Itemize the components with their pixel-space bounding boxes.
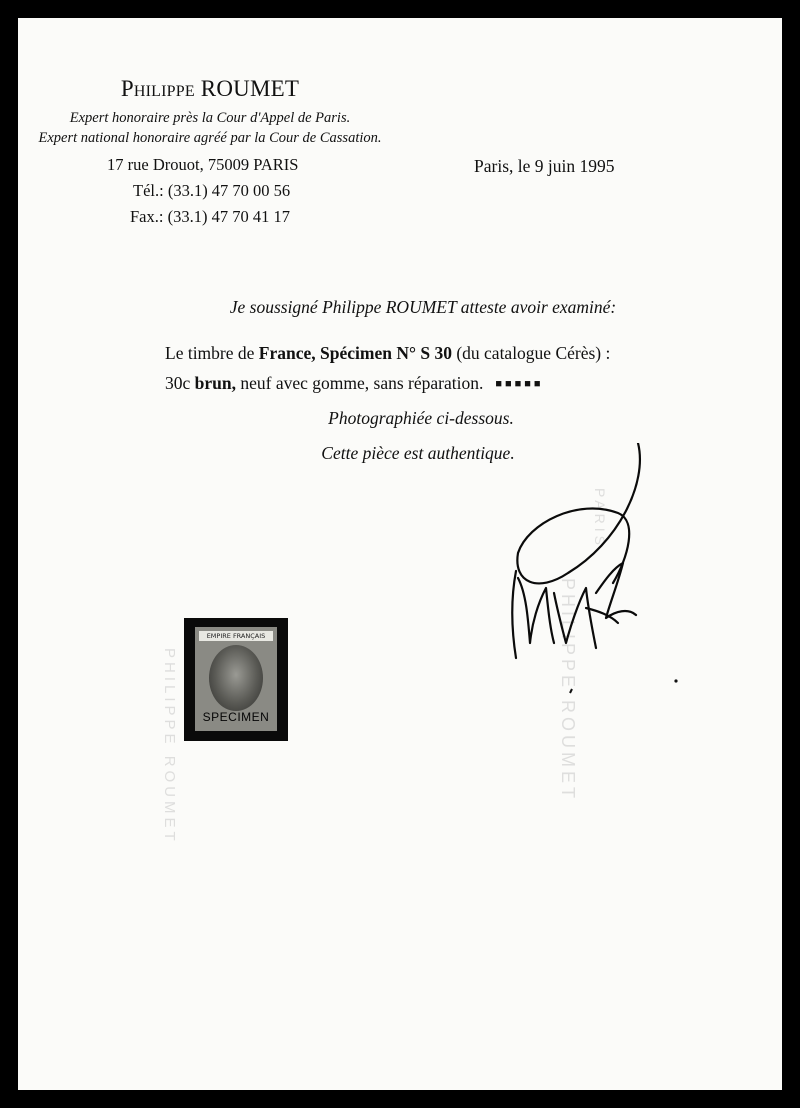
watermark-name: PHILIPPE ROUMET [558, 578, 578, 803]
expert-title-2: Expert national honoraire agréé par la Cour de Cassation. [38, 130, 382, 146]
attestation-intro: Je soussigné Philippe ROUMET atteste avoir examiné: [229, 297, 617, 317]
expert-phone: Tél.: (33.1) 47 70 00 56 [133, 181, 291, 200]
line2-text-a: 30c [165, 373, 195, 393]
signature-drawing [488, 443, 688, 698]
stamp-description-line-1 [165, 343, 610, 364]
certificate-date: Paris, le 9 juin 1995 [474, 156, 615, 176]
stamp-image [195, 627, 277, 731]
expert-title-1: Expert honoraire près la Cour d'Appel de Paris. [69, 110, 351, 126]
stamp-photo-frame [184, 618, 288, 741]
expert-address: 17 rue Drouot, 75009 PARIS [107, 155, 299, 174]
watermark-name-stamp: PHILIPPE ROUMET [161, 648, 178, 845]
photo-note: Photographiée ci-dessous. [328, 408, 514, 428]
signature [488, 443, 688, 698]
line2-text-c: neuf avec gomme, sans réparation. [236, 373, 484, 393]
line1-text-c: (du catalogue Cérès) : [451, 343, 611, 363]
line2-text-bold: brun, [194, 373, 236, 393]
expert-name [121, 76, 299, 102]
expert-fax: Fax.: (33.1) 47 70 41 17 [130, 207, 290, 226]
authenticity-statement: Cette pièce est authentique. [321, 443, 515, 463]
line1-text-a: Le timbre de [165, 343, 259, 363]
stamp-top-inscription: EMPIRE FRANÇAIS [199, 631, 273, 641]
watermark-city: PARIS [592, 488, 608, 549]
expert-last-name: ROUMET [200, 76, 300, 101]
stamp-description-line-2 [165, 373, 544, 394]
expert-first-name: Philippe [120, 76, 195, 101]
security-dots: ■■■■■ [495, 378, 544, 390]
stamp-specimen-overprint: SPECIMEN [202, 710, 270, 724]
line1-text-bold: France, Spécimen N° S 30 [258, 343, 452, 363]
stamp-portrait [209, 645, 263, 711]
certificate-sheet [18, 18, 782, 1090]
